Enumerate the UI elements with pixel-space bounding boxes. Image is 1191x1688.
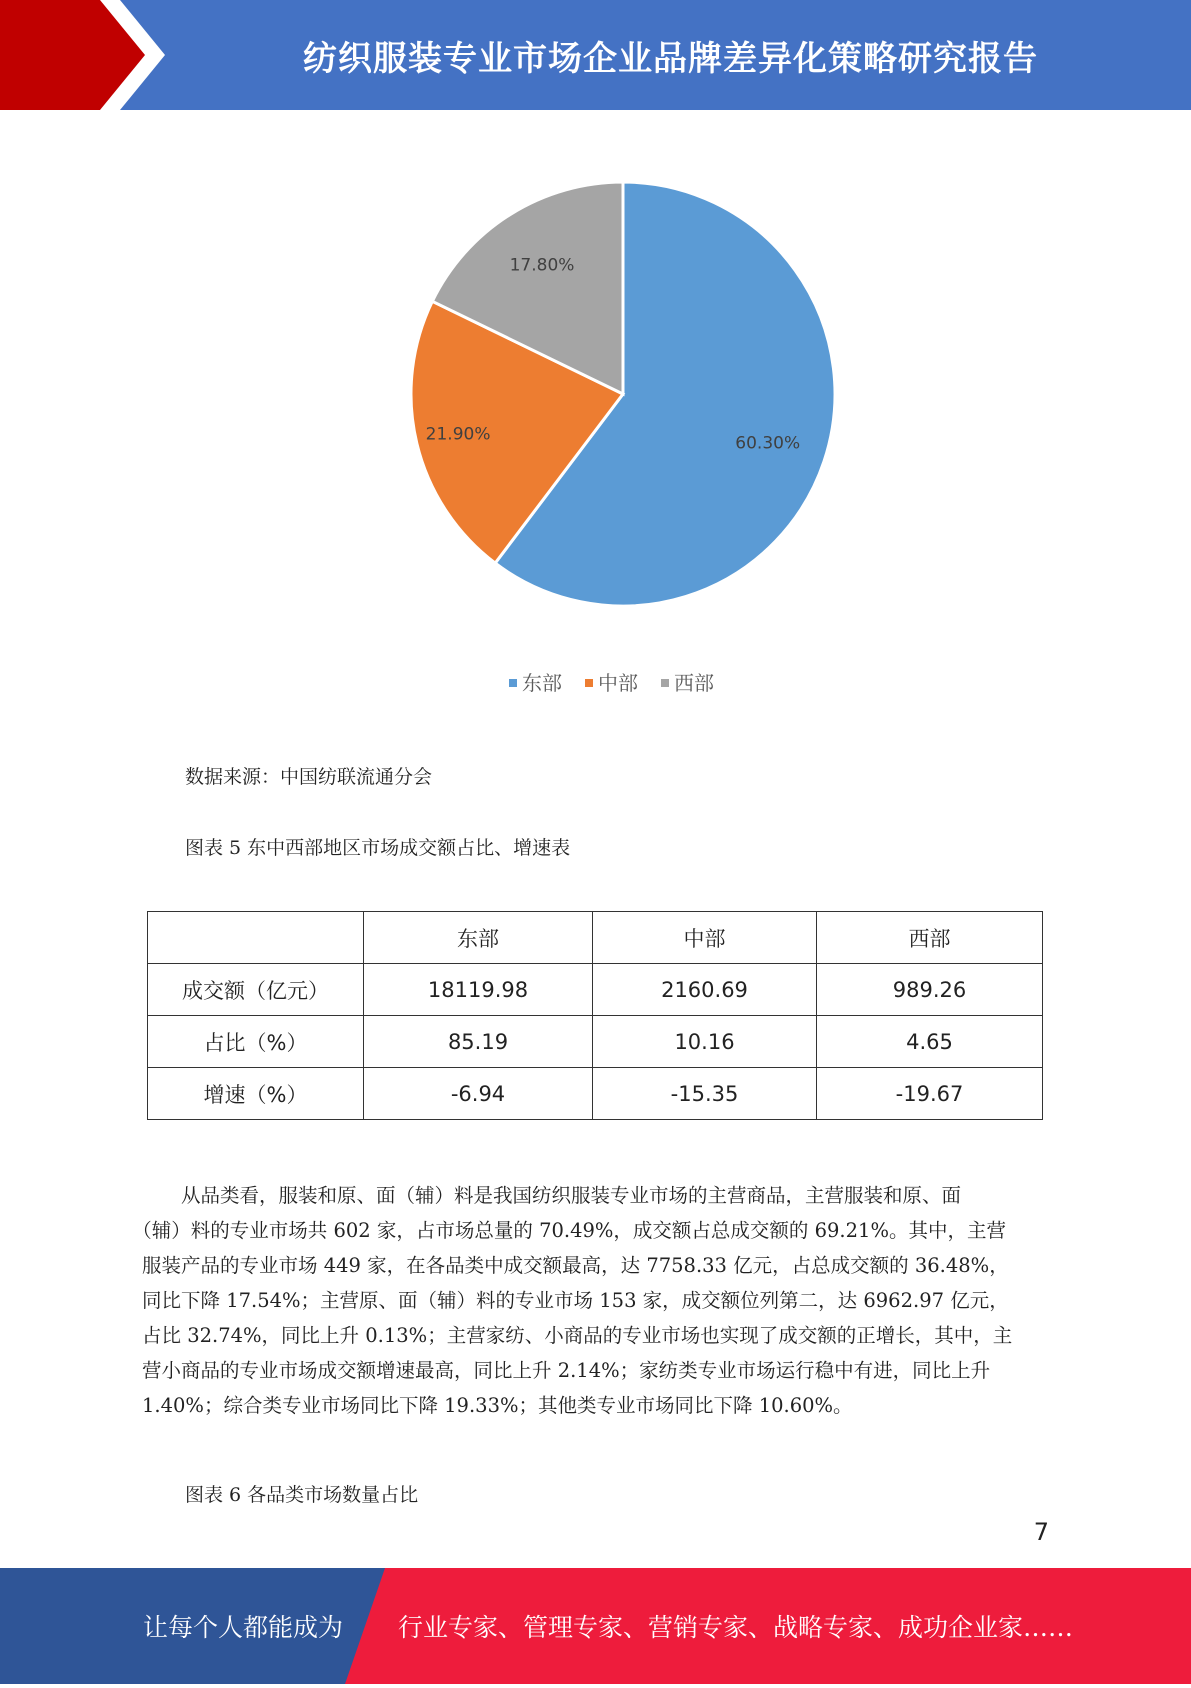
table-cell: -6.94	[364, 1068, 593, 1120]
legend-swatch	[585, 679, 593, 687]
footer-right-text: 行业专家、管理专家、营销专家、战略专家、成功企业家……	[398, 1613, 1074, 1642]
table-row	[148, 1016, 1043, 1068]
table-row	[148, 964, 1043, 1016]
body-line: （辅）料的专业市场共 602 家，占市场总量的 70.49%，成交额占总成交额的 69.21%。其中，主营	[132, 1219, 1006, 1242]
legend-label: 中部	[598, 671, 638, 695]
body-line: 从品类看，服装和原、面（辅）料是我国纺织服装专业市场的主营商品，主营服装和原、面	[181, 1184, 962, 1207]
table-row	[148, 1068, 1043, 1120]
legend-swatch	[509, 679, 517, 687]
table-cell: 989.26	[817, 964, 1043, 1016]
table-row-label: 增速（%）	[148, 1068, 364, 1120]
table-cell: 2160.69	[593, 964, 817, 1016]
header-title: 纺织服装专业市场企业品牌差异化策略研究报告	[303, 38, 1038, 79]
pie-data-label: 17.80%	[509, 255, 575, 276]
table-cell: 85.19	[364, 1016, 593, 1068]
table-cell: -19.67	[817, 1068, 1043, 1120]
table-header-cell: 中部	[593, 912, 817, 964]
data-source-note: 数据来源：中国纺联流通分会	[185, 766, 433, 788]
table-row-label: 占比（%）	[148, 1016, 364, 1068]
body-line: 营小商品的专业市场成交额增速最高，同比上升 2.14%；家纺类专业市场运行稳中有进，同比上升	[142, 1359, 991, 1382]
table-row-label: 成交额（亿元）	[148, 964, 364, 1016]
table-header-row	[148, 912, 1043, 964]
header-banner	[0, 0, 1191, 110]
body-line: 1.40%；综合类专业市场同比下降 19.33%；其他类专业市场同比下降 10.60%。	[142, 1394, 853, 1417]
pie-data-label: 60.30%	[735, 433, 801, 454]
table5-title: 图表 5 东中西部地区市场成交额占比、增速表	[185, 837, 571, 859]
pie-chart	[350, 160, 890, 720]
legend-label: 西部	[674, 671, 714, 695]
pie-data-label: 21.90%	[425, 424, 491, 445]
table-cell: 4.65	[817, 1016, 1043, 1068]
page-number: 7	[1033, 1518, 1049, 1546]
body-paragraph	[132, 1178, 1047, 1423]
region-stats-table	[147, 911, 1043, 1120]
body-line: 占比 32.74%，同比上升 0.13%；主营家纺、小商品的专业市场也实现了成交额的正增长，其中，主	[142, 1324, 1013, 1347]
legend-swatch	[661, 679, 669, 687]
body-line: 服装产品的专业市场 449 家，在各品类中成交额最高，达 7758.33 亿元，占总成交额的 36.48%，	[142, 1254, 1009, 1277]
table6-title: 图表 6 各品类市场数量占比	[185, 1484, 419, 1506]
table-cell: -15.35	[593, 1068, 817, 1120]
table-header-cell: 东部	[364, 912, 593, 964]
table-cell: 10.16	[593, 1016, 817, 1068]
body-line: 同比下降 17.54%；主营原、面（辅）料的专业市场 153 家，成交额位列第二，达 6962.97 亿元，	[142, 1289, 1009, 1312]
pie-chart-svg	[350, 160, 890, 720]
table-header-cell	[148, 912, 364, 964]
legend-label: 东部	[522, 671, 562, 695]
footer-left-text: 让每个人都能成为	[143, 1613, 344, 1642]
table-header-cell: 西部	[817, 912, 1043, 964]
table-cell: 18119.98	[364, 964, 593, 1016]
